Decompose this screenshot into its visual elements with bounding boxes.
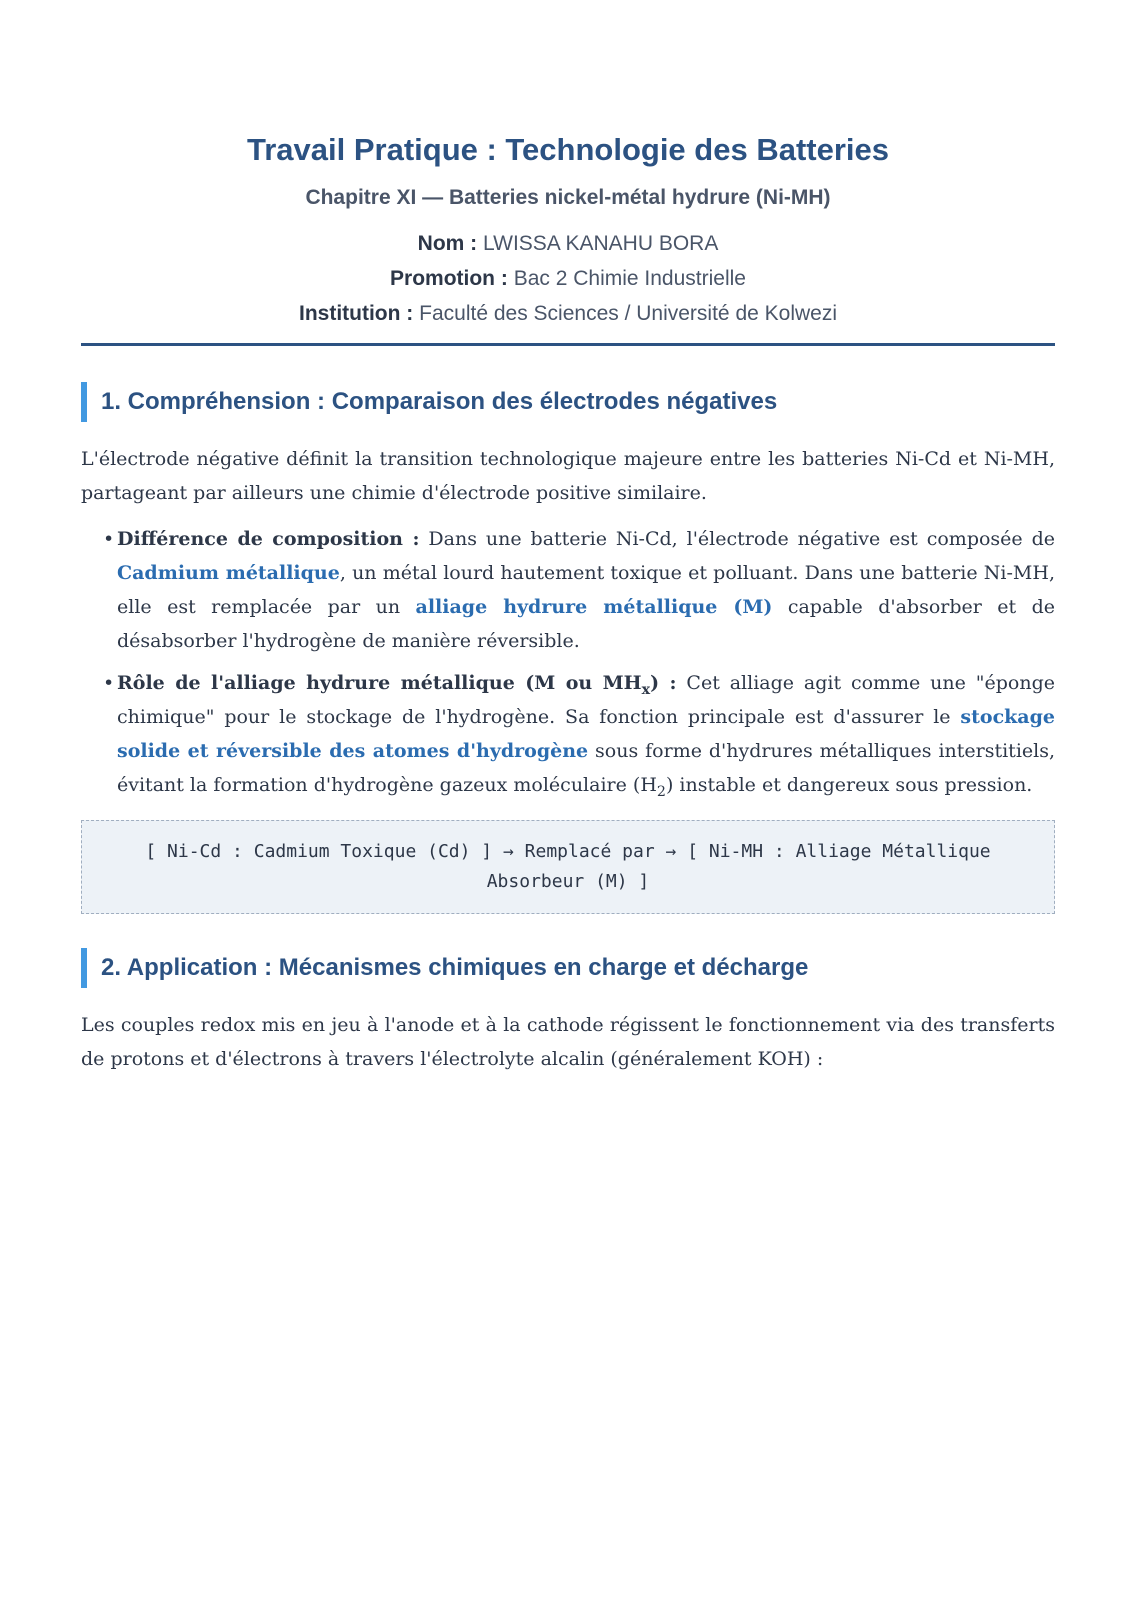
header-divider xyxy=(81,343,1055,346)
section-2-intro: Les couples redox mis en jeu à l'anode et à la cathode régissent le fonctionnement via des transferts de protons et d'électrons à travers l'électrolyte alcalin (généralement KOH) : xyxy=(81,1013,1055,1070)
promotion-label: Promotion : xyxy=(390,266,508,290)
storage-highlight: stockage solide et réversible des atomes d'hydrogène xyxy=(117,705,1055,762)
comparison-code-box: [ Ni-Cd : Cadmium Toxique (Cd) ] → Remplacé par → [ Ni-MH : Alliage Métallique Absorbeur (M) ] xyxy=(81,820,1055,914)
bullet-role-label-sub: x xyxy=(641,681,651,698)
bullet-role-label-a: Rôle de l'alliage hydrure métallique (M ou MH xyxy=(117,671,642,694)
promotion-line xyxy=(81,261,1055,296)
name-label: Nom : xyxy=(417,231,478,255)
bullet-composition xyxy=(117,522,1055,658)
document-page xyxy=(81,130,1055,1076)
alloy-highlight: alliage hydrure métallique (M) xyxy=(415,595,773,618)
promotion-value: Bac 2 Chimie Industrielle xyxy=(513,266,746,290)
section-1-heading: 1. Compréhension : Comparaison des électrodes négatives xyxy=(81,382,1055,422)
bullet-role-text-2: sous forme d'hydrures métalliques interstitiels, évitant la formation d'hydrogène gazeux moléculaire (H xyxy=(117,739,1056,796)
document-title: Travail Pratique : Technologie des Batteries xyxy=(246,132,889,167)
bullet-role-label xyxy=(117,671,677,698)
bullet-composition-text-3: capable d'absorber et de désabsorber l'hydrogène de manière réversible. xyxy=(117,595,1056,652)
name-value: LWISSA KANAHU BORA xyxy=(483,231,719,255)
h2-subscript: 2 xyxy=(656,783,666,800)
bullet-role xyxy=(117,666,1055,802)
cadmium-highlight: Cadmium métallique xyxy=(117,561,340,584)
bullet-composition-text-1: Dans une batterie Ni-Cd, l'électrode négative est composée de xyxy=(419,527,1055,550)
bullet-composition-label: Différence de composition : xyxy=(117,527,420,550)
institution-line xyxy=(81,296,1055,331)
name-line xyxy=(81,226,1055,261)
bullet-role-text-3: ) instable et dangereux sous pression. xyxy=(665,773,1033,796)
institution-value: Faculté des Sciences / Université de Kolwezi xyxy=(419,301,837,325)
student-info xyxy=(81,226,1055,331)
section-1-intro: L'électrode négative définit la transition technologique majeure entre les batteries Ni-Cd et Ni-MH, partageant par ailleurs une chimie d'électrode positive similaire. xyxy=(81,447,1055,504)
section-2-heading: 2. Application : Mécanismes chimiques en charge et décharge xyxy=(81,948,1055,988)
bullet-role-label-b: ) : xyxy=(650,671,677,694)
bullet-role-text-1: Cet alliage agit comme une "éponge chimique" pour le stockage de l'hydrogène. Sa fonction principale est d'assurer le xyxy=(117,671,1055,728)
bullet-composition-text-2: , un métal lourd hautement toxique et polluant. Dans une batterie Ni-MH, elle est remplacée par un xyxy=(117,561,1055,618)
section-1-bullets xyxy=(81,522,1055,802)
document-subtitle: Chapitre XI — Batteries nickel-métal hydrure (Ni-MH) xyxy=(305,186,831,210)
institution-label: Institution : xyxy=(298,301,414,325)
